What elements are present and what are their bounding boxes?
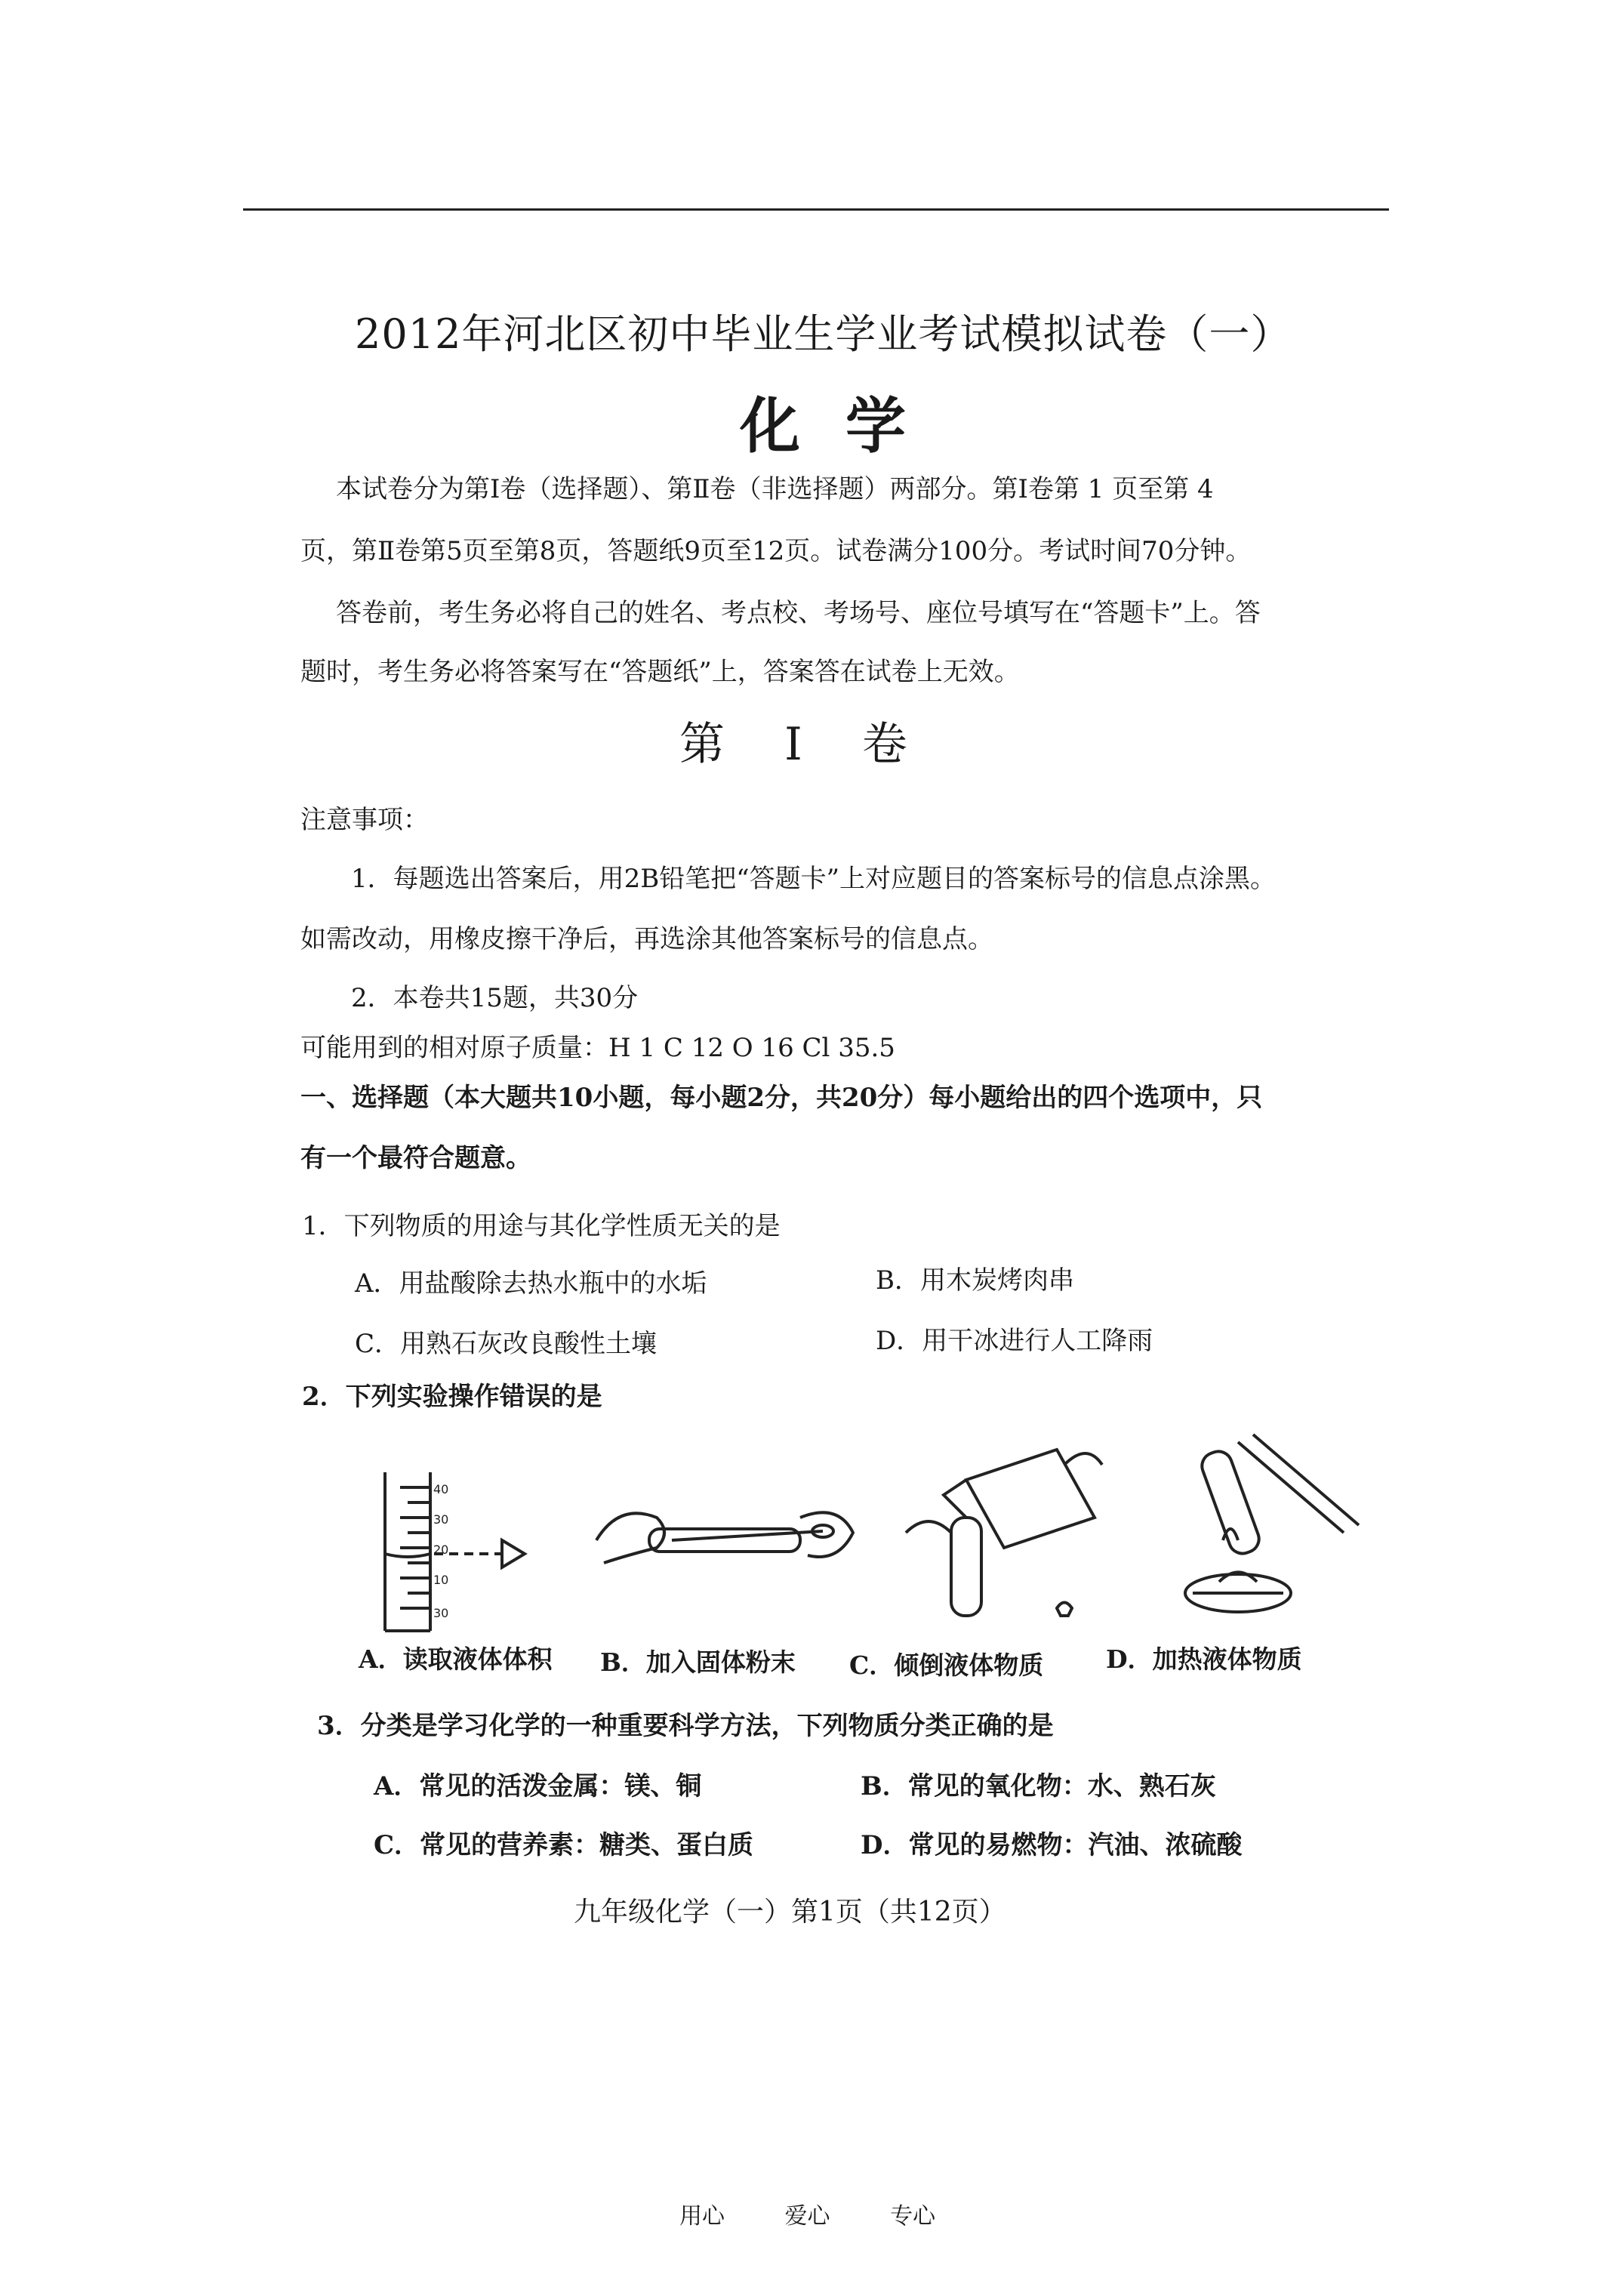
cylinder-tick-40: 40 bbox=[433, 1482, 449, 1496]
intro-line-2: 页，第Ⅱ卷第5页至第8页，答题纸9页至12页。试卷满分100分。考试时间70分钟。 bbox=[300, 536, 1252, 566]
notes-heading: 注意事项： bbox=[300, 805, 429, 835]
bottom-word-1: 用心 bbox=[679, 2203, 725, 2230]
cylinder-tick-20: 20 bbox=[433, 1542, 449, 1557]
intro-line-3: 答卷前，考生务必将自己的姓名、考点校、考场号、座位号填写在“答题卡”上。答 bbox=[336, 598, 1261, 628]
notes-item-1-line-1: 1．每题选出答案后，用2B铅笔把“答题卡”上对应题目的答案标号的信息点涂黑。 bbox=[351, 864, 1277, 894]
intro-line-4: 题时，考生务必将答案写在“答题纸”上，答案答在试卷上无效。 bbox=[300, 657, 1020, 687]
q3-option-d: D．常见的易燃物：汽油、浓硫酸 bbox=[861, 1830, 1243, 1860]
cylinder-tick-10: 10 bbox=[433, 1573, 449, 1587]
adding-powder-figure bbox=[589, 1457, 861, 1638]
page-footer: 九年级化学（一）第1页（共12页） bbox=[574, 1897, 1006, 1928]
section-title: 第 Ⅰ 卷 bbox=[679, 718, 930, 771]
bottom-word-3: 专心 bbox=[890, 2203, 936, 2230]
q1-stem: 1．下列物质的用途与其化学性质无关的是 bbox=[302, 1211, 781, 1241]
q2-option-a: A．读取液体体积 bbox=[359, 1644, 553, 1674]
pouring-liquid-figure bbox=[891, 1435, 1117, 1631]
part1-line-1: 一、选择题（本大题共10小题，每小题2分，共20分）每小题给出的四个选项中，只 bbox=[300, 1083, 1263, 1113]
atomic-mass: 可能用到的相对原子质量：H 1 C 12 O 16 Cl 35.5 bbox=[300, 1033, 895, 1063]
cylinder-tick-30-low: 30 bbox=[433, 1606, 449, 1620]
bottom-slogan bbox=[679, 2197, 988, 2230]
exam-title: 2012年河北区初中毕业生学业考试模拟试卷（一） bbox=[355, 310, 1292, 358]
q3-stem: 3．分类是学习化学的一种重要科学方法，下列物质分类正确的是 bbox=[317, 1711, 1054, 1741]
q3-option-c: C．常见的营养素：糖类、蛋白质 bbox=[374, 1830, 754, 1860]
q3-option-b: B．常见的氧化物：水、熟石灰 bbox=[861, 1771, 1216, 1801]
q2-stem: 2．下列实验操作错误的是 bbox=[302, 1382, 602, 1412]
q1-option-c: C．用熟石灰改良酸性土壤 bbox=[355, 1329, 658, 1359]
part1-line-2: 有一个最符合题意。 bbox=[300, 1143, 531, 1173]
bottom-word-2: 爱心 bbox=[784, 2203, 830, 2230]
q1-option-b: B．用木炭烤肉串 bbox=[876, 1265, 1074, 1296]
q2-option-c: C．倾倒液体物质 bbox=[849, 1650, 1044, 1680]
graduated-cylinder-figure bbox=[355, 1457, 551, 1638]
intro-line-1: 本试卷分为第Ⅰ卷（选择题）、第Ⅱ卷（非选择题）两部分。第Ⅰ卷第 1 页至第 4 bbox=[336, 474, 1214, 504]
notes-item-1-line-2: 如需改动，用橡皮擦干净后，再选涂其他答案标号的信息点。 bbox=[300, 924, 993, 954]
q2-option-b: B．加入固体粉末 bbox=[600, 1647, 796, 1677]
subject-title: 化学 bbox=[740, 390, 951, 461]
notes-item-2: 2．本卷共15题，共30分 bbox=[351, 983, 639, 1013]
cylinder-tick-30: 30 bbox=[433, 1512, 449, 1527]
heating-liquid-figure bbox=[1163, 1419, 1374, 1631]
q3-option-a: A．常见的活泼金属：镁、铜 bbox=[374, 1771, 702, 1801]
q2-option-d: D．加热液体物质 bbox=[1106, 1644, 1302, 1674]
q1-option-a: A．用盐酸除去热水瓶中的水垢 bbox=[355, 1268, 707, 1299]
header-rule bbox=[243, 208, 1389, 211]
q1-option-d: D．用干冰进行人工降雨 bbox=[876, 1326, 1153, 1356]
